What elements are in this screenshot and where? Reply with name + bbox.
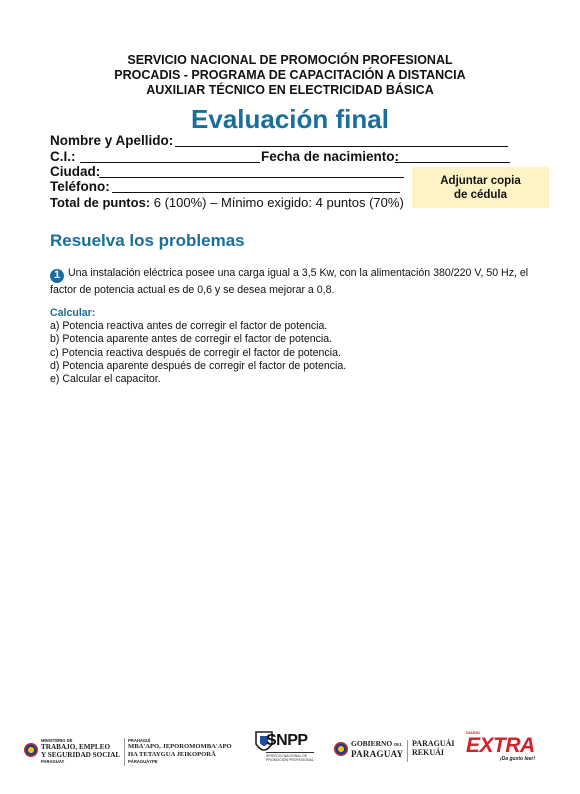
calc-item: b) Potencia aparente antes de corregir el factor de potencia. [50, 333, 333, 346]
total-value: 6 (100%) – Mínimo exigido: 4 puntos (70%) [153, 195, 404, 210]
calc-list [50, 320, 346, 386]
header-course: AUXILIAR TÉCNICO EN ELECTRICIDAD BÁSICA [146, 83, 434, 97]
paraguay-seal-icon [24, 743, 38, 757]
footer-divider [124, 738, 125, 766]
gob-main1: GOBIERNO [351, 739, 393, 748]
extra-top: DIARIO [466, 730, 480, 735]
total-points [50, 195, 404, 211]
phone-field-line[interactable] [112, 192, 400, 193]
gob-right1: PARAGUÁI [412, 739, 455, 748]
extra-logo [466, 730, 550, 768]
city-field-line[interactable] [99, 177, 404, 178]
birth-field-line[interactable] [395, 162, 510, 163]
calc-heading: Calcular: [50, 307, 96, 319]
attach-note-line1: Adjuntar copia [440, 174, 521, 187]
guarani-main1: MBA'APO, JEPOROMOMBA'APO [128, 743, 232, 750]
gob-divider [407, 740, 408, 762]
gob-right2: REKUÁI [412, 748, 445, 757]
phone-label: Teléfono: [50, 179, 110, 194]
snpp-text: SNPP [266, 732, 308, 749]
name-label: Nombre y Apellido: [50, 133, 174, 148]
guarani-logo [128, 738, 243, 768]
extra-sub: ¡Da gusto leer! [500, 756, 536, 762]
problem-number-badge: 1 [50, 269, 64, 283]
ci-label: C.I.: [50, 149, 76, 164]
mtess-logo [24, 738, 124, 768]
guarani-main2: HA TETAYGUA JEIKOPORÃ [128, 751, 216, 758]
birth-label: Fecha de nacimiento: [261, 149, 400, 164]
guarani-small: PRAHAGUÍ [128, 738, 151, 743]
header-institution: SERVICIO NACIONAL DE PROMOCIÓN PROFESIONAL [127, 53, 453, 67]
page-title: Evaluación final [191, 104, 389, 134]
snpp-sub1: SERVICIO NACIONAL DE [266, 754, 308, 758]
mtess-country: PARAGUAY [41, 759, 65, 764]
section-title: Resuelva los problemas [50, 231, 245, 250]
calc-item: d) Potencia aparente después de corregir el factor de potencia. [50, 359, 347, 372]
mtess-small: MINISTERIO DE [41, 738, 73, 743]
problem-1 [50, 266, 540, 298]
snpp-sub2: PROMOCIÓN PROFESIONAL [266, 758, 314, 762]
calc-item: c) Potencia reactiva después de corregir el factor de potencia. [50, 346, 341, 359]
snpp-logo [254, 728, 324, 770]
problem-text: Una instalación eléctrica posee una carga igual a 3,5 Kw, con la alimentación 380/220 V, 50 Hz, el factor de potencia actual es de 0,6 y se desea mejorar a 0,8. [50, 267, 529, 296]
extra-main: EXTRA [466, 734, 535, 757]
mtess-main2: Y SEGURIDAD SOCIAL [41, 751, 121, 759]
name-field-line[interactable] [175, 146, 508, 147]
gobierno-seal-icon [334, 742, 348, 756]
ci-field-line[interactable] [80, 162, 260, 163]
mtess-main1: TRABAJO, EMPLEO [41, 743, 111, 751]
guarani-country: PÁRAGUÁYPE [128, 759, 158, 764]
header-program: PROCADIS - PROGRAMA DE CAPACITACIÓN A DISTANCIA [114, 68, 466, 82]
calc-item: e) Calcular el capacitor. [50, 373, 161, 386]
city-label: Ciudad: [50, 164, 101, 179]
gobierno-logo [334, 738, 459, 768]
attach-id-note [412, 167, 549, 208]
calc-item: a) Potencia reactiva antes de corregir el factor de potencia. [50, 320, 328, 332]
gob-small: DEL [394, 742, 403, 747]
total-label: Total de puntos: [50, 195, 151, 210]
attach-note-line2: de cédula [453, 188, 508, 201]
gob-main2: PARAGUAY [351, 749, 404, 759]
footer-logos [0, 722, 580, 772]
